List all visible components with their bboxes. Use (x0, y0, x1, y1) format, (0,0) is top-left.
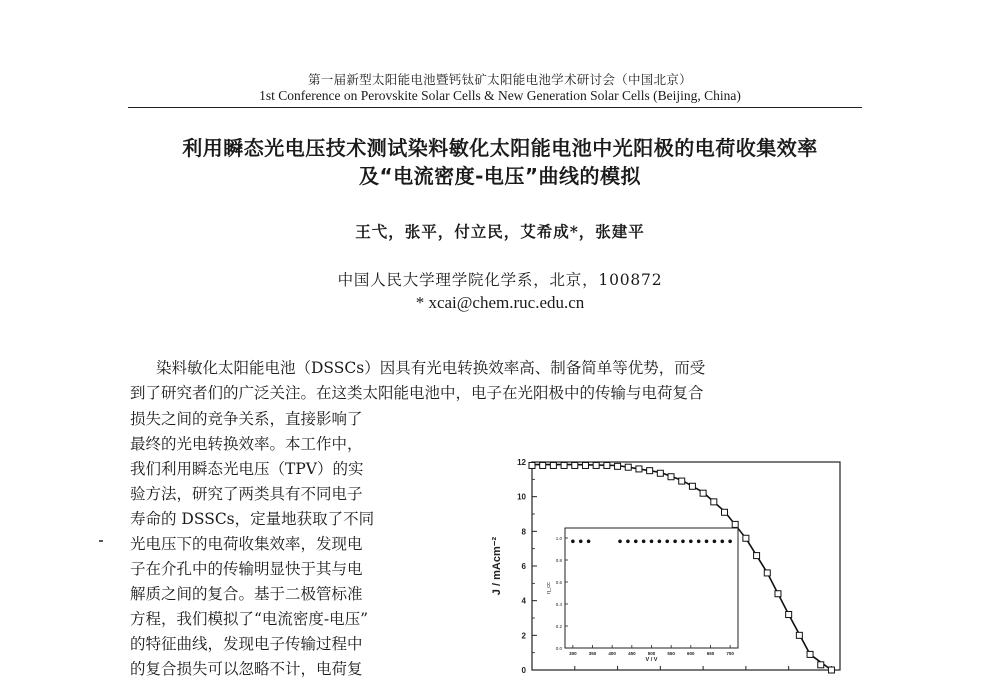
measured-jv-point (764, 570, 770, 576)
body-column-line: 的复合损失可以忽略不计，电荷复 (130, 660, 363, 678)
stray-mark (99, 540, 103, 542)
inset-eta-point (673, 540, 677, 544)
paper-title-line1: 利用瞬态光电压技术测试染料敏化太阳能电池中光阳极的电荷收集效率 (182, 136, 818, 160)
email: * xcai@chem.ruc.edu.cn (415, 293, 585, 312)
measured-jv-point (732, 521, 738, 527)
measured-jv-point (818, 662, 824, 668)
body-column-line: 解质之间的复合。基于二极管标准 (130, 585, 363, 603)
inset-x-tick-label: 300 (569, 651, 577, 656)
inset-eta-point (634, 540, 638, 544)
inset-eta-point (689, 540, 693, 544)
y-tick-label: 8 (521, 527, 526, 537)
measured-jv-point (582, 462, 588, 468)
measured-jv-point (647, 468, 653, 474)
body-column-line: 的特征曲线，发现电子传输过程中 (130, 635, 363, 653)
inset-eta-point (571, 540, 575, 544)
conference-header-cn: 第一届新型太阳能电池暨钙钛矿太阳能电池学术研讨会（中国北京） (307, 72, 692, 87)
affiliation: 中国人民大学理学院化学系，北京，100872 (337, 271, 663, 289)
inset-x-axis-label: V / V (645, 657, 658, 663)
inset-eta-point (697, 540, 701, 544)
measured-jv-point (529, 462, 535, 468)
conference-header-en: 1st Conference on Perovskite Solar Cells & New Generation Solar Cells (Beijing, China) (259, 88, 741, 103)
inset-y-tick-label: 0.6 (555, 580, 562, 585)
inset-x-tick-label: 400 (608, 651, 616, 656)
measured-jv-point (700, 490, 706, 496)
authors: 王弋，张平，付立民，艾希成*，张建平 (355, 222, 645, 241)
body-line: 染料敏化太阳能电池（DSSCs）因具有光电转换效率高、制备简单等优势，而受 (156, 359, 706, 377)
body-column-line: 子在介孔中的传输明显快于其与电 (130, 560, 363, 578)
body-column-line: 最终的光电转换效率。本工作中， (130, 435, 363, 453)
inset-eta-point (642, 540, 646, 544)
inset-y-tick-label: 0.0 (555, 646, 562, 651)
measured-jv-point (754, 553, 760, 559)
measured-jv-point (550, 462, 556, 468)
y-tick-label: 4 (521, 596, 526, 606)
measured-jv-point (786, 612, 792, 618)
body-column-line: 损失之间的竞争关系，直接影响了 (130, 410, 363, 428)
jv-figure (470, 448, 850, 684)
measured-jv-point (657, 470, 663, 476)
inset-x-tick-label: 350 (588, 651, 597, 656)
inset-plot (546, 528, 738, 663)
inset-x-tick-label: 550 (667, 651, 675, 656)
body-line: 到了研究者们的广泛关注。在这类太阳能电池中，电子在光阳极中的传输与电荷复合 (130, 384, 704, 402)
body-column-line: 方程，我们模拟了“电流密度-电压” (130, 610, 369, 628)
measured-jv-point (722, 509, 728, 515)
inset-y-tick-label: 0.2 (555, 624, 562, 629)
inset-eta-point (587, 540, 591, 544)
inset-eta-point (681, 540, 685, 544)
inset-x-tick-label: 600 (687, 651, 695, 656)
inset-frame (565, 528, 738, 648)
y-tick-label: 6 (521, 562, 526, 571)
measured-jv-point (572, 462, 578, 468)
measured-jv-point (679, 478, 685, 484)
inset-x-tick-label: 650 (706, 651, 715, 656)
inset-eta-point (665, 540, 669, 544)
inset-y-tick-label: 1.0 (555, 536, 562, 541)
jv-chart-svg (470, 448, 850, 684)
inset-x-tick-label: 450 (628, 651, 636, 656)
measured-jv-point (668, 474, 674, 480)
measured-jv-point (775, 591, 781, 597)
measured-jv-point (593, 462, 599, 468)
y-tick-label: 2 (521, 631, 526, 641)
measured-jv-point (743, 535, 749, 541)
inset-eta-point (728, 540, 732, 544)
measured-jv-point (711, 499, 717, 505)
header-rule (128, 107, 862, 108)
inset-eta-point (626, 540, 630, 544)
body-column-line: 我们利用瞬态光电压（TPV）的实 (130, 460, 364, 478)
measured-jv-point (807, 651, 813, 657)
inset-eta-point (720, 540, 724, 544)
y-tick-label: 0 (521, 666, 526, 675)
measured-jv-point (689, 483, 695, 489)
y-axis-label: J / mAcm⁻² (491, 536, 503, 596)
inset-y-tick-label: 0.8 (555, 558, 562, 563)
y-tick-label: 12 (517, 458, 526, 467)
inset-y-axis-label: η_cc (546, 582, 552, 594)
measured-jv-point (796, 632, 802, 638)
y-tick-label: 10 (517, 492, 526, 502)
inset-eta-point (579, 540, 583, 544)
body-column-line: 验方法，研究了两类具有不同电子 (130, 485, 363, 503)
inset-eta-point (713, 540, 717, 544)
measured-jv-point (540, 462, 546, 468)
measured-jv-point (625, 464, 631, 470)
inset-y-tick-label: 0.4 (555, 602, 562, 607)
measured-jv-point (828, 667, 834, 673)
inset-x-tick-label: 700 (726, 651, 734, 656)
inset-eta-point (650, 540, 654, 544)
inset-x-tick-label: 500 (647, 651, 656, 656)
inset-eta-point (618, 540, 622, 544)
measured-jv-point (636, 466, 642, 472)
paper-title-line2: 及“电流密度-电压”曲线的模拟 (358, 164, 642, 188)
inset-eta-point (658, 540, 662, 544)
measured-jv-point (561, 462, 567, 468)
measured-jv-point (615, 463, 621, 469)
body-column-line: 寿命的 DSSCs，定量地获取了不同 (130, 510, 375, 528)
measured-jv-point (604, 462, 610, 468)
body-column-line: 光电压下的电荷收集效率，发现电 (130, 535, 363, 553)
inset-eta-point (705, 540, 709, 544)
